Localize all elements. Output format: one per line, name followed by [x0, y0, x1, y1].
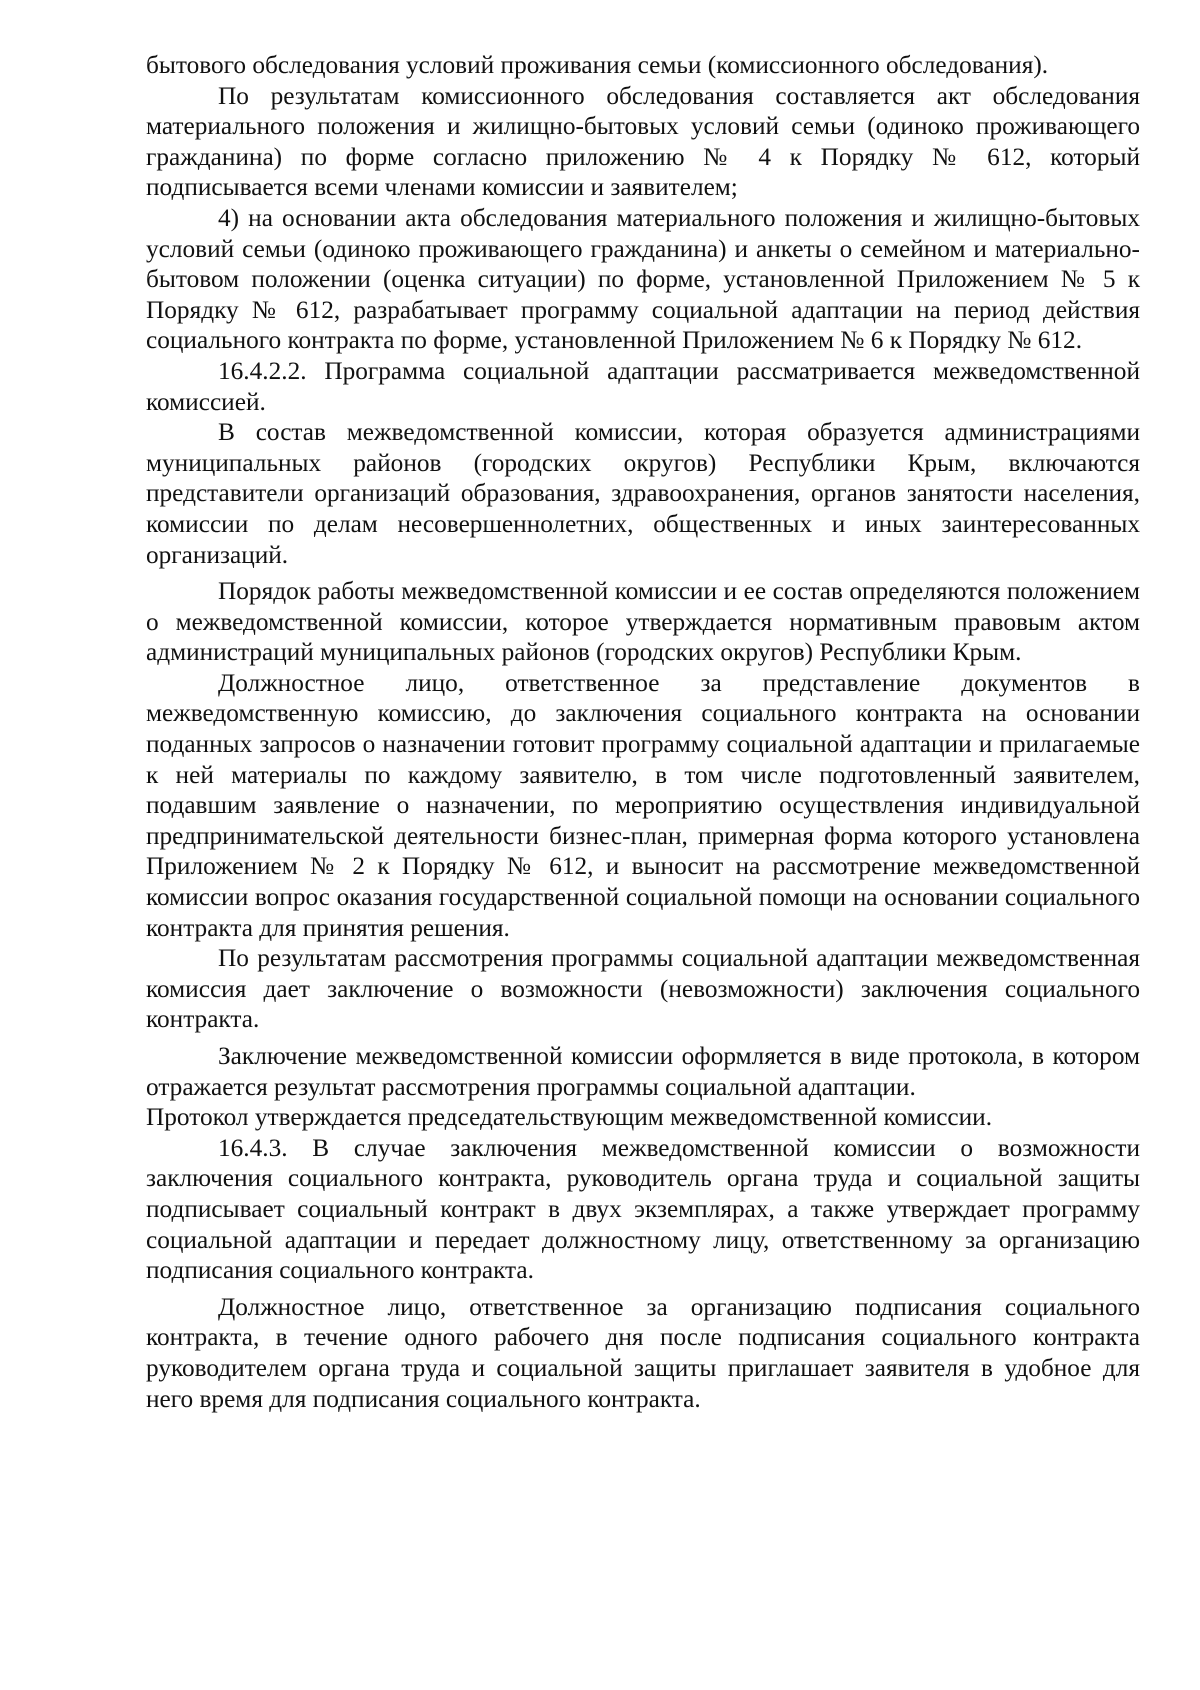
paragraph-4: 16.4.2.2. Программа социальной адаптации рассматривается межведомственной комиссией. [146, 356, 1140, 416]
paragraph-2: По результатам комиссионного обследования составляется акт обследования материального положения и жилищно-бытовых условий семьи (одиноко проживающего гражданина) по форме согласно приложению № 4 к Порядку № 612, который подписывается всеми членами комиссии и заявителем; [146, 81, 1140, 202]
paragraph-10: Протокол утверждается председательствующим межведомственной комиссии. [146, 1103, 993, 1132]
paragraph-6: Порядок работы межведомственной комиссии и ее состав определяются положением о межведомственной комиссии, которое утверждается нормативным правовым актом администраций муниципальных районов (городских округов) Республики Крым. [146, 577, 1140, 667]
paragraph-5: В состав межведомственной комиссии, которая образуется администрациями муниципальных районов (городских округов) Республики Крым, включаются представители организаций образования, здравоохранения, органов занятости населения, комиссии по делам несовершеннолетних, общественных и иных заинтересованных организаций. [146, 418, 1140, 569]
paragraph-7: Должностное лицо, ответственное за представление документов в межведомственную комиссию, до заключения социального контракта на основании поданных запросов о назначении готовит программу социальной адаптации и прилагаемые к ней материалы по каждому заявителю, в том числе подготовленный заявителем, подавшим заявление о назначении, по мероприятию осуществления индивидуальной предпринимательской деятельности бизнес-план, примерная форма которого установлена Приложением № 2 к Порядку № 612, и выносит на рассмотрение межведомственной комиссии вопрос оказания государственной социальной помощи на основании социального контракта для принятия решения. [146, 668, 1140, 942]
paragraph-9: Заключение межведомственной комиссии оформляется в виде протокола, в котором отражается результат рассмотрения программы социальной адаптации. [146, 1042, 1140, 1101]
paragraph-8: По результатам рассмотрения программы социальной адаптации межведомственная комиссия дает заключение о возможности (невозможности) заключения социального контракта. [146, 944, 1140, 1034]
paragraph-1: бытового обследования условий проживания семьи (комиссионного обследования). [146, 51, 1049, 79]
paragraph-12: Должностное лицо, ответственное за организацию подписания социального контракта, в течение одного рабочего дня после подписания социального контракта руководителем органа труда и социальной защиты приглашает заявителя в удобное для него время для подписания социального контракта. [146, 1292, 1140, 1413]
paragraph-11: 16.4.3. В случае заключения межведомственной комиссии о возможности заключения социального контракта, руководитель органа труда и социальной защиты подписывает социальный контракт в двух экземплярах, а также утверждает программу социальной адаптации и передает должностному лицу, ответственному за организацию подписания социального контракта. [146, 1133, 1140, 1285]
paragraph-3: 4) на основании акта обследования материального положения и жилищно-бытовых условий семьи (одиноко проживающего гражданина) и анкеты о семейном и материально-бытовом положении (оценка ситуации) по форме, установленной Приложением № 5 к Порядку № 612, разрабатывает программу социальной адаптации на период действия социального контракта по форме, установленной Приложением № 6 к Порядку № 612. [146, 203, 1140, 355]
document-page [146, 50, 1140, 1414]
